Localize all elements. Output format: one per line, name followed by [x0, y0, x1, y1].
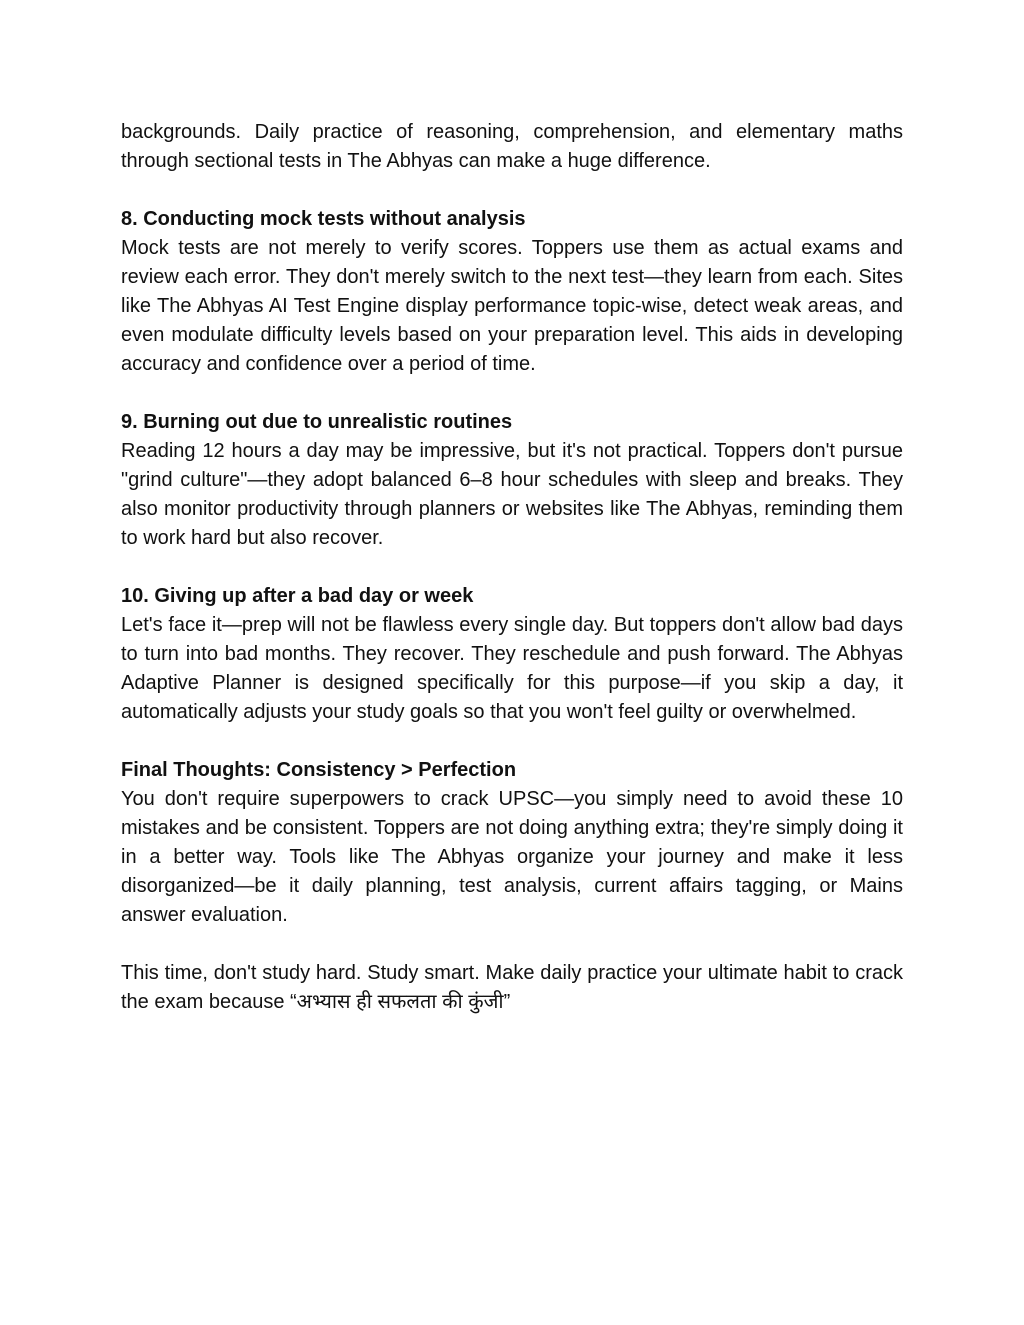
paragraph-spacer	[121, 930, 903, 959]
section-body-8: Mock tests are not merely to verify scores. Toppers use them as actual exams and review each error. They don't merely switch to the next test—they learn from each. Sites like The Abhyas AI Test Engine display performance topic-wise, detect weak areas, and even modulate difficulty levels based on your preparation level. This aids in developing accuracy and confidence over a period of time.	[121, 237, 903, 375]
section-heading-10: 10. Giving up after a bad day or week	[121, 585, 474, 607]
document-page	[121, 118, 903, 1017]
section-heading-9: 9. Burning out due to unrealistic routines	[121, 411, 513, 433]
paragraph-spacer	[121, 727, 903, 756]
paragraph-spacer	[121, 553, 903, 582]
closing-text: This time, don't study hard. Study smart. Make daily practice your ultimate habit to crack the exam because	[121, 962, 903, 1013]
paragraph-spacer	[121, 379, 903, 408]
hindi-quote: “अभ्यास ही सफलता की कुंजी”	[290, 991, 511, 1013]
paragraph-spacer	[121, 176, 903, 205]
closing-paragraph	[121, 959, 903, 1017]
section-body-10: Let's face it—prep will not be flawless every single day. But toppers don't allow bad days to turn into bad months. They recover. They reschedule and push forward. The Abhyas Adaptive Planner is designed specifically for this purpose—if you skip a day, it automatically adjusts your study goals so that you won't feel guilty or overwhelmed.	[121, 614, 903, 723]
section-body-9: Reading 12 hours a day may be impressive, but it's not practical. Toppers don't pursue "grind culture"—they adopt balanced 6–8 hour schedules with sleep and breaks. They also monitor productivity through planners or websites like The Abhyas, reminding them to work hard but also recover.	[121, 440, 903, 549]
final-thoughts-heading: Final Thoughts: Consistency > Perfection	[121, 759, 517, 781]
intro-paragraph: backgrounds. Daily practice of reasoning, comprehension, and elementary maths through sectional tests in The Abhyas can make a huge difference.	[121, 121, 903, 172]
section-heading-8: 8. Conducting mock tests without analysis	[121, 208, 526, 230]
final-thoughts-body: You don't require superpowers to crack UPSC—you simply need to avoid these 10 mistakes and be consistent. Toppers are not doing anything extra; they're simply doing it in a better way. Tools like The Abhyas organize your journey and make it less disorganized—be it daily planning, test analysis, current affairs tagging, or Mains answer evaluation.	[121, 788, 903, 926]
